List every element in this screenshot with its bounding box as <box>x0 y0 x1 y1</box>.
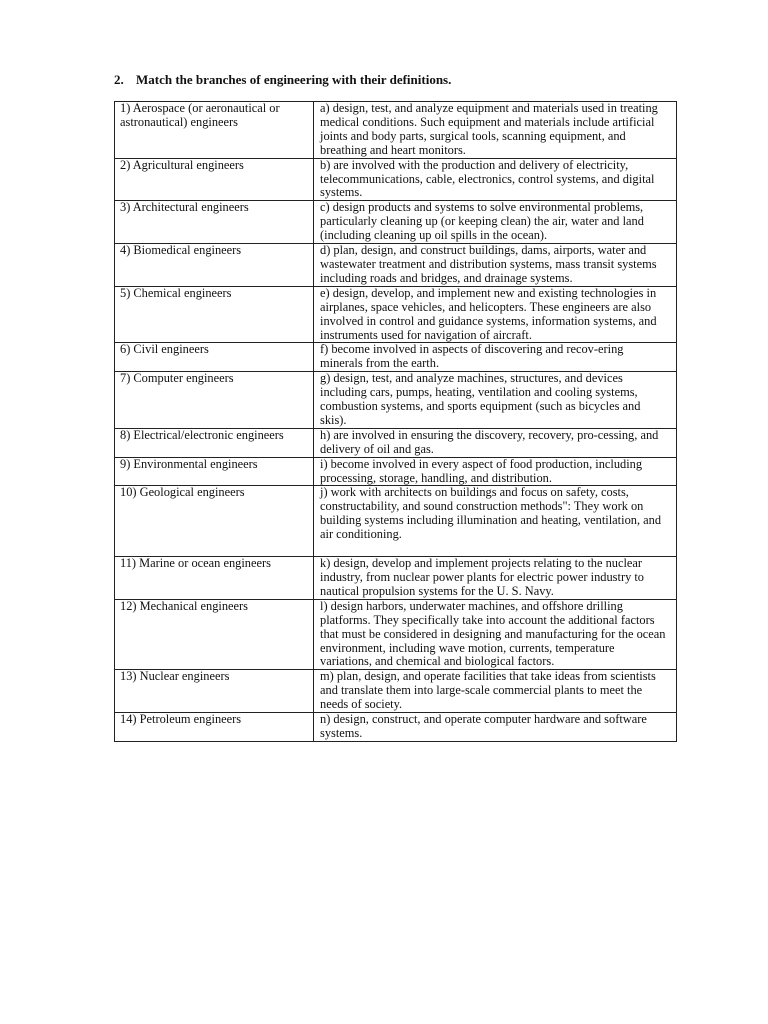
definition-cell: f) become involved in aspects of discovering and recov-ering minerals from the earth. <box>314 343 677 372</box>
branch-cell: 5) Chemical engineers <box>115 286 314 343</box>
definition-cell: b) are involved with the production and delivery of electricity, telecommunications, cable, electronics, control systems, and digital systems. <box>314 158 677 201</box>
definition-cell: i) become involved in every aspect of food production, including processing, storage, handling, and distribution. <box>314 457 677 486</box>
branch-cell: 12) Mechanical engineers <box>115 599 314 670</box>
question-heading <box>114 72 451 88</box>
table-row <box>115 713 677 742</box>
branch-cell: 9) Environmental engineers <box>115 457 314 486</box>
table-row <box>115 102 677 159</box>
branch-cell: 14) Petroleum engineers <box>115 713 314 742</box>
matching-table <box>114 101 677 742</box>
branch-cell: 8) Electrical/electronic engineers <box>115 428 314 457</box>
table-row <box>115 286 677 343</box>
definition-cell: e) design, develop, and implement new and existing technologies in airplanes, space vehicles, and helicopters. These engineers are also involved in control and guidance systems, information systems, and instruments used for navigation of aircraft. <box>314 286 677 343</box>
definition-cell: d) plan, design, and construct buildings, dams, airports, water and wastewater treatment and distribution systems, mass transit systems including roads and bridges, and drainage systems. <box>314 244 677 287</box>
definition-cell: l) design harbors, underwater machines, and offshore drilling platforms. They specifically take into account the additional factors that must be considered in designing and manufacturing for the ocean environment, including wave motion, currents, temperature variations, and chemical and biological factors. <box>314 599 677 670</box>
definition-cell: k) design, develop and implement projects relating to the nuclear industry, from nuclear power plants for electric power industry to nautical propulsion systems for the U. S. Navy. <box>314 557 677 600</box>
table-row <box>115 372 677 429</box>
table-row <box>115 670 677 713</box>
definition-cell: a) design, test, and analyze equipment and materials used in treating medical conditions. Such equipment and materials include artificial joints and body parts, surgical tools, scanning equipment, and breathing and heart monitors. <box>314 102 677 159</box>
branch-cell: 6) Civil engineers <box>115 343 314 372</box>
definition-cell: m) plan, design, and operate facilities that take ideas from scientists and translate them into large-scale commercial plants to meet the needs of society. <box>314 670 677 713</box>
definition-cell: n) design, construct, and operate computer hardware and software systems. <box>314 713 677 742</box>
branch-cell: 10) Geological engineers <box>115 486 314 557</box>
table-row <box>115 201 677 244</box>
branch-cell: 1) Aerospace (or aeronautical or astronautical) engineers <box>115 102 314 159</box>
table-row <box>115 244 677 287</box>
table-row <box>115 457 677 486</box>
table-row <box>115 428 677 457</box>
table-row <box>115 158 677 201</box>
branch-cell: 11) Marine or ocean engineers <box>115 557 314 600</box>
matching-table-body <box>115 102 677 742</box>
question-text: Match the branches of engineering with their definitions. <box>136 72 452 87</box>
branch-cell: 3) Architectural engineers <box>115 201 314 244</box>
definition-cell: c) design products and systems to solve environmental problems, particularly cleaning up (or keeping clean) the air, water and land (including cleaning up oil spills in the ocean). <box>314 201 677 244</box>
branch-cell: 2) Agricultural engineers <box>115 158 314 201</box>
table-row <box>115 599 677 670</box>
question-number: 2. <box>114 72 124 87</box>
branch-cell: 13) Nuclear engineers <box>115 670 314 713</box>
definition-cell: j) work with architects on buildings and focus on safety, costs, constructability, and sound construction methods": They work on building systems including illumination and heating, ventilation, and air conditioning. <box>314 486 677 557</box>
table-row <box>115 486 677 557</box>
table-row <box>115 343 677 372</box>
branch-cell: 4) Biomedical engineers <box>115 244 314 287</box>
definition-cell: g) design, test, and analyze machines, structures, and devices including cars, pumps, heating, ventilation and cooling systems, combustion systems, and sports equipment (such as bicycles and skis). <box>314 372 677 429</box>
table-row <box>115 557 677 600</box>
definition-cell: h) are involved in ensuring the discovery, recovery, pro-cessing, and delivery of oil and gas. <box>314 428 677 457</box>
branch-cell: 7) Computer engineers <box>115 372 314 429</box>
